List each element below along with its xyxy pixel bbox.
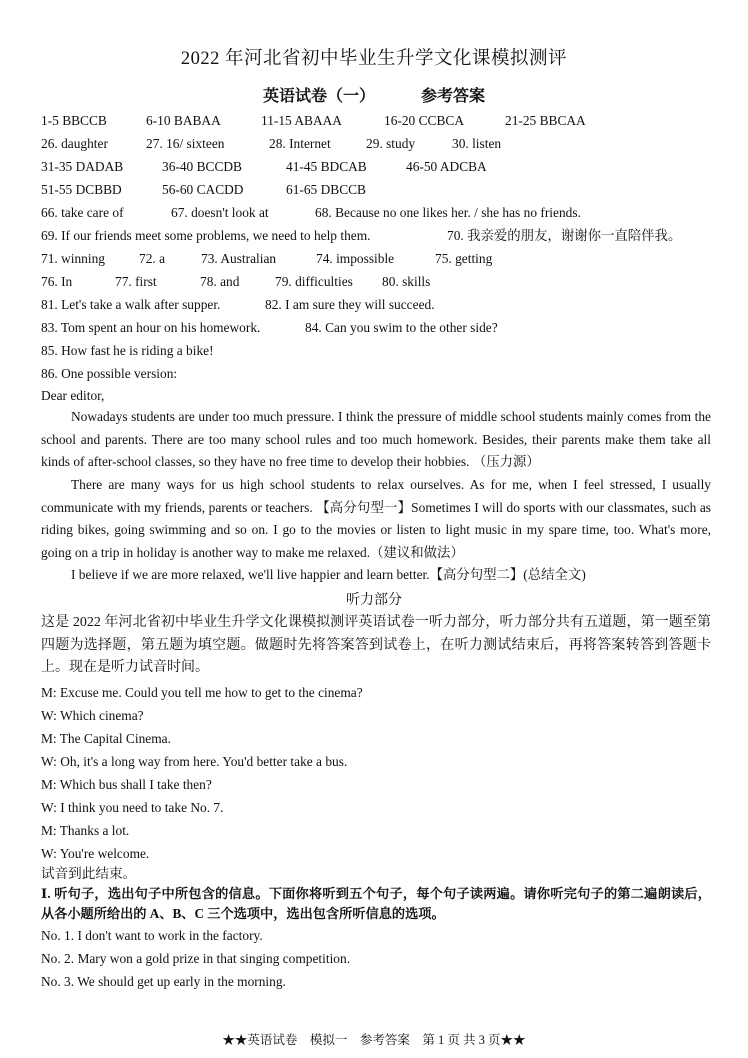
answer-item: 84. Can you swim to the other side? xyxy=(305,320,498,335)
answer-item: 30. listen xyxy=(452,136,502,151)
answer-item: 74. impossible xyxy=(316,251,395,266)
answer-row-3 xyxy=(41,158,711,176)
answer-item: 21-25 BBCAA xyxy=(505,113,586,128)
subtitle-paper: 英语试卷（一） xyxy=(262,88,375,105)
answer-row-4 xyxy=(41,181,711,199)
answer-item: 82. I am sure they will succeed. xyxy=(265,297,435,312)
answer-item: 77. first xyxy=(115,274,157,289)
dialogue-line: M: Thanks a lot. xyxy=(41,823,130,838)
answer-row-6 xyxy=(41,227,711,245)
dialogue-line: M: Excuse me. Could you tell me how to get to the cinema? xyxy=(41,685,363,700)
answer-item: 56-60 CACDD xyxy=(162,182,244,197)
answer-item: 31-35 DADAB xyxy=(41,159,124,174)
answer-item: 6-10 BABAA xyxy=(146,113,221,128)
answer-item: 26. daughter xyxy=(41,136,108,151)
answer-item: 76. In xyxy=(41,274,73,289)
answer-item: 16-20 CCBCA xyxy=(384,113,464,128)
answer-item: 83. Tom spent an hour on his homework. xyxy=(41,320,261,335)
answer-item: 61-65 DBCCB xyxy=(286,182,366,197)
subtitle-answers: 参考答案 xyxy=(421,88,486,105)
dialogue-line: M: Which bus shall I take then? xyxy=(41,777,212,792)
answer-item: 79. difficulties xyxy=(275,274,353,289)
dialogue-line: W: Oh, it's a long way from here. You'd better take a bus. xyxy=(41,754,348,769)
essay-greeting: Dear editor, xyxy=(41,388,105,403)
answer-item: 78. and xyxy=(200,274,240,289)
answer-item: 71. winning xyxy=(41,251,105,266)
essay-paragraph-3: I believe if we are more relaxed, we'll live happier and learn better.【高分句型二】(总结全文) xyxy=(71,567,586,582)
answer-item: 46-50 ADCBA xyxy=(406,159,487,174)
answer-row-5 xyxy=(41,204,711,222)
listening-intro: 这是 2022 年河北省初中毕业生升学文化课模拟测评英语试卷一听力部分，听力部分共有五道题，第一题至第四题为选择题，第五题为填空题。做题时先将答案答到试卷上，在听力测试结束后，再将答案转答到答题卡上。现在是听力试音时间。 xyxy=(41,615,711,676)
listening-sentence: No. 3. We should get up early in the morning. xyxy=(41,974,286,989)
page-footer: ★★英语试卷 模拟一 参考答案 第 1 页 共 3 页★★ xyxy=(222,1033,526,1047)
trial-end-note: 试音到此结束。 xyxy=(41,866,137,881)
dialogue-line: W: Which cinema? xyxy=(41,708,144,723)
listening-sentence: No. 1. I don't want to work in the factory. xyxy=(41,928,263,943)
answer-86: 86. One possible version: xyxy=(41,366,178,381)
answer-item: 75. getting xyxy=(435,251,493,266)
answer-row-7 xyxy=(41,250,711,268)
part1-instruction: Ⅰ. 听句子，选出句子中所包含的信息。下面你将听到五个句子，每个句子读两遍。请你听完句子的第二遍朗读后，从各小题所给出的 A、B、C 三个选项中，选出包含所听信息的选项。 xyxy=(41,886,711,921)
document-title: 2022 年河北省初中毕业生升学文化课模拟测评 xyxy=(180,49,568,69)
answer-item: 36-40 BCCDB xyxy=(162,159,242,174)
listening-sentence: No. 2. Mary won a gold prize in that singing competition. xyxy=(41,951,351,966)
answer-item: 80. skills xyxy=(382,274,431,289)
answer-item: 66. take care of xyxy=(41,205,124,220)
answer-item: 41-45 BDCAB xyxy=(286,159,367,174)
answer-item: 11-15 ABAAA xyxy=(261,113,342,128)
document-subtitle xyxy=(0,83,748,106)
answer-85: 85. How fast he is riding a bike! xyxy=(41,343,214,358)
answer-item: 70. 我亲爱的朋友，谢谢你一直陪伴我。 xyxy=(447,228,682,243)
answer-item: 72. a xyxy=(139,251,166,266)
listening-section-title: 听力部分 xyxy=(346,593,402,608)
answer-item: 81. Let's take a walk after supper. xyxy=(41,297,221,312)
answer-item: 28. Internet xyxy=(269,136,331,151)
answer-row-9 xyxy=(41,296,711,314)
dialogue-line: W: I think you need to take No. 7. xyxy=(41,800,224,815)
answer-row-1 xyxy=(41,112,711,130)
answer-item: 69. If our friends meet some problems, we need to help them. xyxy=(41,228,371,243)
answer-item: 51-55 DCBBD xyxy=(41,182,122,197)
answer-row-10 xyxy=(41,319,711,337)
answer-item: 68. Because no one likes her. / she has no friends. xyxy=(315,205,581,220)
dialogue-line: W: You're welcome. xyxy=(41,846,150,861)
answer-row-8 xyxy=(41,273,711,291)
answer-item: 67. doesn't look at xyxy=(171,205,269,220)
answer-item: 27. 16/ sixteen xyxy=(146,136,225,151)
answer-item: 29. study xyxy=(366,136,416,151)
dialogue-line: M: The Capital Cinema. xyxy=(41,731,171,746)
answer-row-2 xyxy=(41,135,711,153)
essay-paragraph-2: There are many ways for us high school students to relax ourselves. As for me, when I feel stressed, I usually communicate with my friends, parents or teachers. 【高分句型一】Sometimes I will do sports with our classmates, such as riding bikes, going swimming and so on. I go to the movies or listen to light music in my spare time, too. What's more, going on a trip in holiday is another way to make me relaxed.（建议和做法） xyxy=(41,477,711,560)
essay-paragraph-1: Nowadays students are under too much pressure. I think the pressure of middle school students mainly comes from the school and parents. There are too many school rules and too much homework. Besides, their parents make them take all kinds of after-school classes, so they have no free time to develop their hobbies. （压力源） xyxy=(41,409,711,470)
answer-item: 1-5 BBCCB xyxy=(41,113,107,128)
answer-item: 73. Australian xyxy=(201,251,277,266)
